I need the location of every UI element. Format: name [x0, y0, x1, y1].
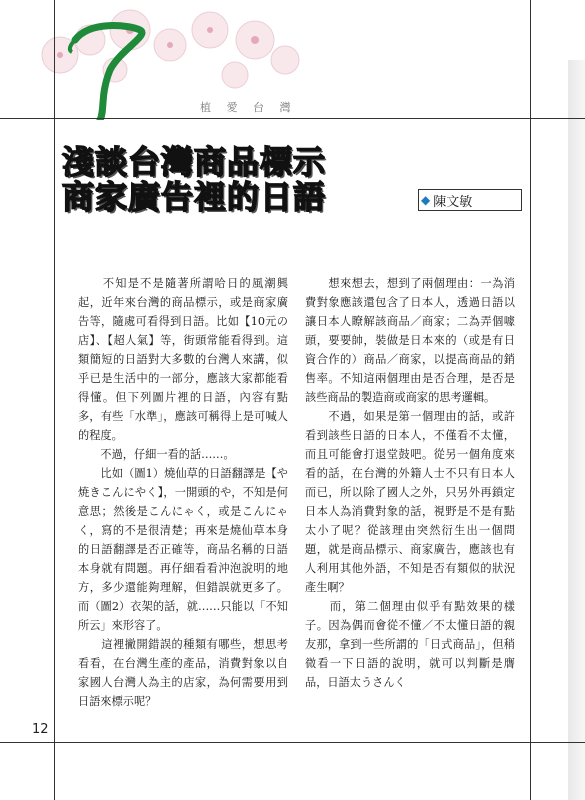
paragraph: 不過，如果是第一個理由的話，或許看到該些日語的日本人，不僅看不太懂，而且可能會打退堂鼓吧。從另一個角度來看的話，在台灣的外籍人士不只有日本人而已，所以除了國人之外，只另外再鎖定日本人為消費對象的話，視野是不是有點太小了呢？從該理由突然衍生出一個問題，就是商品標示、商家廣告，應該也有人利用其他外語，不知是否有類似的狀況產生啊？	[305, 410, 515, 594]
section-label: 植 愛 台 灣	[200, 101, 297, 114]
paragraph: 想來想去，想到了兩個理由：一為消費對象應該還包含了日本人，透過日語以讓日本人瞭解該商品／商家；二為弄個噱頭，要要帥，裝做是日本來的（或是有日資合作的）商品／商家，以提高商品的銷售率。不知這兩個理由是否合理，是否是該些商品的製造商或商家的思考邏輯。	[305, 277, 515, 404]
author-name: 陳文敏	[433, 194, 473, 210]
paragraph: 比如（圖1）燒仙草的日語翻譯是【や焼きこんにやく】，一開頭的や，不知是何意思；然後是こんにゃく，或是こんにゃく，寫的不是很清楚；再來是燒仙草本身的日語翻譯是否正確等，商品名稱的日語本身就有問題。再仔細看看沖泡說明的地方，多少還能夠理解，但錯誤就更多了。而（圖2）衣架的話，就……只能以「不知所云」來形容了。	[78, 467, 288, 632]
page-edge-shadow	[568, 60, 585, 800]
guide-line-right	[530, 0, 531, 800]
author-box	[418, 189, 522, 211]
article-column-left	[78, 274, 288, 711]
paragraph: 不過，仔細一看的話……。	[78, 448, 235, 461]
guide-line-footer	[0, 742, 585, 743]
guide-line-left	[54, 0, 55, 800]
article-title-line-1: 淺談台灣商品標示	[62, 143, 327, 181]
paragraph: 這裡撇開錯誤的種類有哪些，想思考看看，在台灣生產的產品，消費對象以自家國人台灣人為主的店家，為何需要用到日語來標示呢？	[78, 638, 288, 708]
paragraph: 不知是不是隨著所謂哈日的風潮興起，近年來台灣的商品標示，或是商家廣告等，隨處可看得到日語。比如【10元の店】、【超人氣】等，街頭常能看得到。這類簡短的日語對大多數的台灣人來講，似乎已是生活中的一部分，應該大家都能看得懂。但下列圖片裡的日語，內容有點多，有些「水準」，應該可稱得上是可喊人的程度。	[78, 277, 288, 442]
guide-line-header	[0, 118, 585, 119]
article-title-line-2: 商家廣告裡的日語	[62, 178, 327, 216]
paragraph: 而，第二個理由似乎有點效果的樣子。因為偶而會從不懂／不太懂日語的親友那，拿到一些所謂的「日式商品」，但稍微看一下日語的說明，就可以判斷是膺品，日語太うさんく	[305, 600, 515, 689]
page-number: 12	[32, 722, 49, 737]
diamond-icon: ◆	[421, 193, 431, 207]
article-column-right	[305, 274, 515, 692]
